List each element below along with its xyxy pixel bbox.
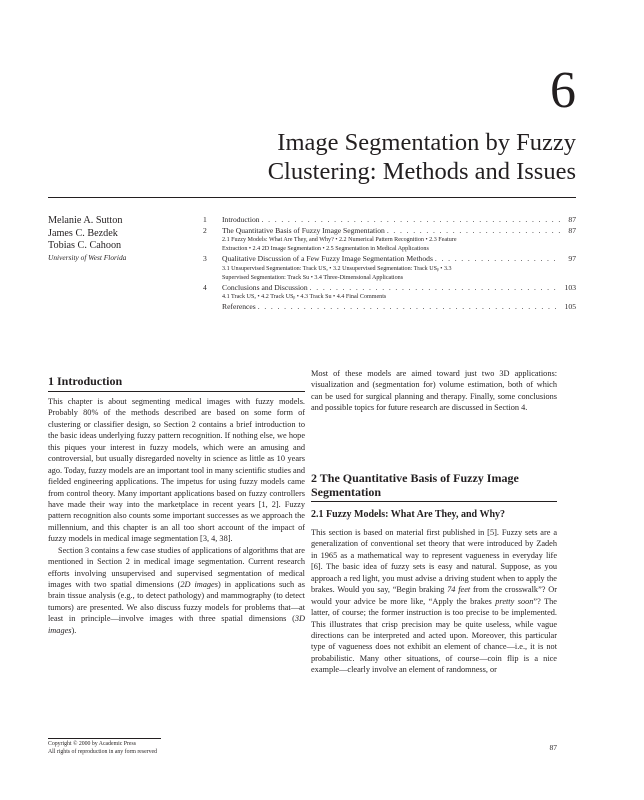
footnote-line: All rights of reproduction in any form reserved (48, 748, 157, 755)
toc-entry[interactable] (203, 302, 576, 313)
footnote-rule (48, 738, 161, 739)
toc-title: References (222, 302, 256, 312)
italic-run: 3D images (48, 614, 305, 635)
toc-subsections: 2.1 Fuzzy Models: What Are They, and Why? • 2.2 Numerical Pattern Recognition • 2.3 Feature (222, 237, 457, 244)
section-heading: 2 The Quantitative Basis of Fuzzy Image Segmentation (311, 471, 519, 499)
text-run: from the crosswalk”? Or would your advice be more like, “Apply the brakes (311, 585, 557, 606)
text-run: ) in applications such as brain tissue analysis (e.g., to detect pathology) and mammography (to detect tumors) are presented. We also discuss fuzzy models for problems that—at least in principle—involve images with three spatial dimensions ( (48, 580, 305, 624)
paragraph (48, 545, 305, 637)
chapter-title-line: Image Segmentation by Fuzzy (277, 129, 576, 156)
toc-subsections: Supervised Segmentation: Track Su • 3.4 Three-Dimensional Applications (222, 274, 404, 281)
paragraph (311, 527, 557, 676)
right-column-top (311, 368, 557, 414)
text-run: ”? The latter, of course; the former instruction is too precise to be implemented. This illustrates that crisp precision may be quite useless, while vague directions can be interpreted and acted upon. Moreover, this particular type of vagueness does not exhibit an element of chance—i.e., it is not probabilistic. Many other situations, of course—coin flip is a nice example—clearly involve an element of randomness, or (311, 596, 557, 675)
author-block (48, 215, 198, 263)
italic-run: pretty soon (495, 596, 534, 606)
toc-page: 103 (564, 282, 576, 292)
author-name: Tobias C. Cahoon (48, 240, 122, 252)
left-column (48, 396, 305, 636)
toc-subsections: 3.1 Unsupervised Segmentation: Track USₐ • 3.2 Unsupervised Segmentation: Track USᵦ • 3.3 (222, 265, 452, 272)
title-rule (48, 197, 576, 198)
toc-number: 2 (203, 225, 207, 235)
italic-run: 74 feet (447, 585, 471, 595)
chapter-title (200, 128, 576, 186)
section-rule (311, 501, 557, 502)
toc-page: 87 (568, 215, 576, 224)
toc-title: Conclusions and Discussion (222, 282, 308, 292)
chapter-title-line: Clustering: Methods and Issues (267, 158, 576, 185)
author-name: James C. Bezdek (48, 227, 118, 239)
toc-entry[interactable] (203, 215, 576, 226)
paragraph: Most of these models are aimed toward just two 3D applications: visualization and (segmentation for) volume estimation, both of which can be used for surgical planning and therapy. Finally, some conclusions and possible topics for future research are discussed in Section 4. (311, 369, 557, 413)
italic-run: 2D images (180, 580, 218, 589)
right-column-body (311, 527, 557, 676)
toc-title: Qualitative Discussion of a Few Fuzzy Image Segmentation Methods (222, 254, 433, 264)
toc-leader (435, 254, 560, 265)
toc-number: 3 (203, 254, 207, 264)
toc-title: Introduction (222, 215, 260, 224)
subsection-heading: 2.1 Fuzzy Models: What Are They, and Why? (311, 509, 506, 520)
toc-page: 97 (568, 254, 576, 264)
text-run: ). (71, 625, 77, 635)
author-name: Melanie A. Sutton (48, 215, 123, 226)
text-run: Section 3 contains a few case studies of applications of algorithms that are mentioned in Section 2 in medical image segmentation. Current research efforts involving unsupervised and supervised segmentation of medical images with two spatial dimensions ( (48, 545, 305, 589)
footnote-line: Copyright © 2000 by Academic Press (48, 741, 136, 747)
toc-page: 105 (564, 302, 576, 312)
toc-subsections: 4.1 Track USₐ • 4.2 Track USᵦ • 4.3 Track Su • 4.4 Final Comments (222, 294, 387, 301)
toc-leader (387, 226, 560, 237)
copyright-footnote (48, 741, 157, 756)
text-run: This section is based on material first published in [5]. Fuzzy sets are a generalization of conventional set theory that were introduced by Zadeh in 1965 as a mathematical way to represent vagueness in everyday life [6]. The basic idea of fuzzy sets is easy and natural. Suppose, as you approach a red light, you must advise a driving student when to apply the brakes. Would you say, “Begin braking (311, 528, 557, 595)
toc-leader (258, 302, 560, 313)
toc-leader (262, 215, 560, 226)
toc-subsections: Extraction • 2.4 2D Image Segmentation • 2.5 Segmentation in Medical Applications (222, 246, 429, 253)
toc-entry[interactable] (203, 283, 576, 303)
toc-page: 87 (568, 225, 576, 235)
toc-number: 1 (203, 215, 207, 224)
toc-leader (310, 283, 560, 294)
toc-title: The Quantitative Basis of Fuzzy Image Segmentation (222, 225, 385, 235)
toc-entry[interactable] (203, 226, 576, 255)
chapter-number: 6 (550, 62, 576, 119)
paragraph: This chapter is about segmenting medical images with fuzzy models. Probably 80% of the methods described are based on some form of clustering or classifier design, so Section 2 contains a brief introduction to the basic ideas underlying fuzzy pattern recognition. If nothing else, we hope this piques your interest in fuzzy models, which were an amusing and controversial, but usually disregarded novelty in science as little as 10 years ago. Today, fuzzy models are an important tool in many scientific studies and fielded engineering applications. The impetus for using fuzzy models came from control theory. Many important applications based on fuzzy controllers have made their way into the marketplace in recent years [1, 2]. Fuzzy pattern recognition also counts some important successes as we approach the millennium, and this chapter is an all too short account of the impact of fuzzy models in medical image segmentation [3, 4, 38]. (48, 397, 305, 544)
page-number: 87 (549, 743, 557, 752)
section-heading: 1 Introduction (48, 374, 123, 388)
toc-entry[interactable] (203, 254, 576, 283)
table-of-contents (203, 215, 576, 313)
section-rule (48, 391, 305, 392)
author-affiliation: University of West Florida (48, 252, 127, 262)
toc-number: 4 (203, 282, 207, 292)
